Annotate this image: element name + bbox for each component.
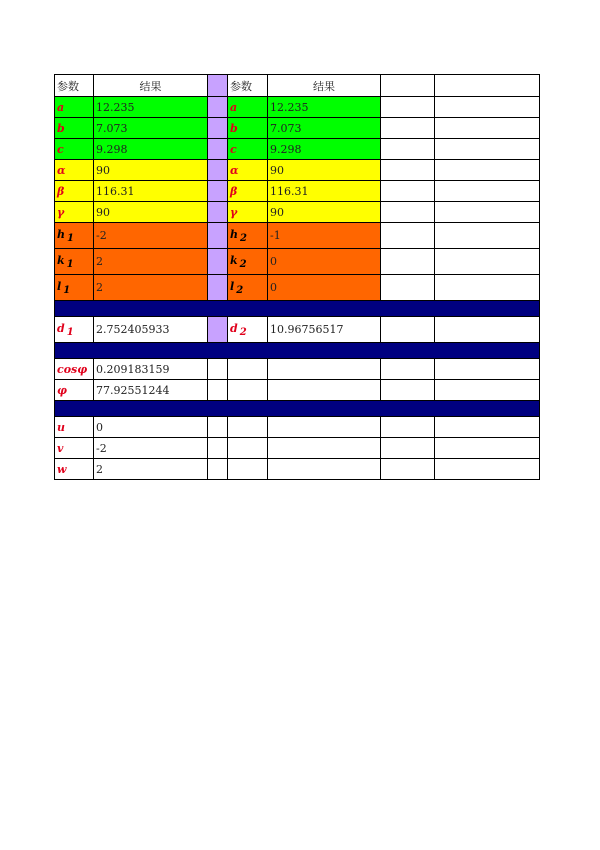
- param-h-2[interactable]: [228, 223, 268, 249]
- param-l-2[interactable]: [228, 275, 268, 301]
- empty-cell[interactable]: [435, 118, 540, 139]
- empty-cell[interactable]: [435, 275, 540, 301]
- row-v: [55, 438, 540, 459]
- param-l-1-letter: l: [57, 279, 62, 293]
- empty-cell[interactable]: [435, 160, 540, 181]
- param-a-1[interactable]: a: [55, 97, 94, 118]
- param-b-1[interactable]: b: [55, 118, 94, 139]
- empty-cell[interactable]: [381, 118, 435, 139]
- empty-cell[interactable]: [435, 181, 540, 202]
- param-gamma-2[interactable]: γ: [228, 202, 268, 223]
- separator-band: [55, 343, 540, 359]
- separator-cell[interactable]: [208, 139, 228, 160]
- empty-cell[interactable]: [381, 202, 435, 223]
- param-h-1-letter: h: [57, 227, 65, 241]
- empty-cell[interactable]: [435, 380, 540, 401]
- value-k-1[interactable]: 2: [94, 249, 208, 275]
- separator-cell[interactable]: [208, 160, 228, 181]
- value-h-2[interactable]: -1: [268, 223, 381, 249]
- empty-cell[interactable]: [435, 459, 540, 480]
- empty-cell[interactable]: [228, 438, 268, 459]
- value-a-2[interactable]: 12.235: [268, 97, 381, 118]
- empty-cell[interactable]: [381, 160, 435, 181]
- row-d: [55, 317, 540, 343]
- empty-cell[interactable]: [435, 75, 540, 97]
- value-beta-2[interactable]: 116.31: [268, 181, 381, 202]
- header-result-1[interactable]: 结果: [94, 75, 208, 97]
- empty-cell[interactable]: [228, 459, 268, 480]
- empty-cell[interactable]: [268, 417, 381, 438]
- value-a-1[interactable]: 12.235: [94, 97, 208, 118]
- header-row: [55, 75, 540, 97]
- param-v[interactable]: v: [55, 438, 94, 459]
- empty-cell[interactable]: [381, 249, 435, 275]
- empty-cell[interactable]: [208, 380, 228, 401]
- value-phi[interactable]: 77.92551244: [94, 380, 208, 401]
- empty-cell[interactable]: [228, 380, 268, 401]
- value-h-1[interactable]: -2: [94, 223, 208, 249]
- empty-cell[interactable]: [381, 459, 435, 480]
- param-alpha-2[interactable]: α: [228, 160, 268, 181]
- separator-cell[interactable]: [208, 275, 228, 301]
- row-cosphi: [55, 359, 540, 380]
- separator-cell[interactable]: [208, 223, 228, 249]
- param-cosphi[interactable]: cosφ: [55, 359, 94, 380]
- empty-cell[interactable]: [435, 438, 540, 459]
- value-b-2[interactable]: 7.073: [268, 118, 381, 139]
- empty-cell[interactable]: [381, 139, 435, 160]
- value-alpha-2[interactable]: 90: [268, 160, 381, 181]
- param-d-1-sub: 1: [66, 326, 74, 338]
- empty-cell[interactable]: [208, 359, 228, 380]
- param-k-1[interactable]: [55, 249, 94, 275]
- param-k-2[interactable]: [228, 249, 268, 275]
- separator-band-cell[interactable]: [55, 401, 540, 417]
- separator-cell[interactable]: [208, 202, 228, 223]
- param-d-2[interactable]: [228, 317, 268, 343]
- param-k-1-sub: 1: [66, 258, 74, 270]
- empty-cell[interactable]: [208, 417, 228, 438]
- param-phi[interactable]: φ: [55, 380, 94, 401]
- value-l-2[interactable]: 0: [268, 275, 381, 301]
- row-u: [55, 417, 540, 438]
- empty-cell[interactable]: [435, 223, 540, 249]
- empty-cell[interactable]: [381, 317, 435, 343]
- param-h-2-letter: h: [230, 227, 238, 241]
- param-d-2-letter: d: [230, 321, 238, 335]
- row-k: [55, 249, 540, 275]
- empty-cell[interactable]: [381, 417, 435, 438]
- value-b-1[interactable]: 7.073: [94, 118, 208, 139]
- param-l-1[interactable]: [55, 275, 94, 301]
- empty-cell[interactable]: [268, 438, 381, 459]
- value-alpha-1[interactable]: 90: [94, 160, 208, 181]
- row-b: [55, 118, 540, 139]
- row-phi: [55, 380, 540, 401]
- value-k-2[interactable]: 0: [268, 249, 381, 275]
- value-d-2[interactable]: 10.96756517: [268, 317, 381, 343]
- empty-cell[interactable]: [381, 223, 435, 249]
- spreadsheet-table: [54, 74, 540, 480]
- empty-cell[interactable]: [435, 97, 540, 118]
- param-u[interactable]: u: [55, 417, 94, 438]
- separator-cell[interactable]: [208, 249, 228, 275]
- separator-cell[interactable]: [208, 97, 228, 118]
- empty-cell[interactable]: [208, 459, 228, 480]
- separator-cell[interactable]: [208, 118, 228, 139]
- param-alpha-1[interactable]: α: [55, 160, 94, 181]
- param-d-2-sub: 2: [239, 326, 247, 338]
- param-k-2-letter: k: [230, 253, 238, 267]
- empty-cell[interactable]: [208, 438, 228, 459]
- empty-cell[interactable]: [268, 380, 381, 401]
- value-gamma-1[interactable]: 90: [94, 202, 208, 223]
- value-cosphi[interactable]: 0.209183159: [94, 359, 208, 380]
- param-b-2[interactable]: b: [228, 118, 268, 139]
- separator-band-cell[interactable]: [55, 343, 540, 359]
- value-gamma-2[interactable]: 90: [268, 202, 381, 223]
- param-c-2[interactable]: c: [228, 139, 268, 160]
- param-beta-2[interactable]: β: [228, 181, 268, 202]
- value-beta-1[interactable]: 116.31: [94, 181, 208, 202]
- param-d-1-letter: d: [57, 321, 65, 335]
- empty-cell[interactable]: [381, 97, 435, 118]
- row-l: [55, 275, 540, 301]
- empty-cell[interactable]: [435, 317, 540, 343]
- param-d-1[interactable]: [55, 317, 94, 343]
- row-gamma: [55, 202, 540, 223]
- param-h-1[interactable]: [55, 223, 94, 249]
- param-l-2-letter: l: [230, 279, 235, 293]
- separator-cell[interactable]: [208, 317, 228, 343]
- param-h-2-sub: 2: [240, 232, 247, 244]
- value-u[interactable]: 0: [94, 417, 208, 438]
- empty-cell[interactable]: [435, 249, 540, 275]
- empty-cell[interactable]: [381, 181, 435, 202]
- empty-cell[interactable]: [435, 417, 540, 438]
- empty-cell[interactable]: [381, 359, 435, 380]
- value-d-1[interactable]: 2.752405933: [94, 317, 208, 343]
- param-k-1-letter: k: [57, 253, 65, 267]
- empty-cell[interactable]: [381, 275, 435, 301]
- header-param-2[interactable]: 参数: [228, 75, 268, 97]
- separator-band: [55, 401, 540, 417]
- header-result-2[interactable]: 结果: [268, 75, 381, 97]
- row-a: [55, 97, 540, 118]
- empty-cell[interactable]: [228, 417, 268, 438]
- value-w[interactable]: 2: [94, 459, 208, 480]
- empty-cell[interactable]: [268, 459, 381, 480]
- row-alpha: [55, 160, 540, 181]
- empty-cell[interactable]: [435, 139, 540, 160]
- value-c-2[interactable]: 9.298: [268, 139, 381, 160]
- param-a-2[interactable]: a: [228, 97, 268, 118]
- separator-band: [55, 301, 540, 317]
- value-c-1[interactable]: 9.298: [94, 139, 208, 160]
- param-l-1-sub: 1: [63, 284, 71, 296]
- empty-cell[interactable]: [435, 202, 540, 223]
- empty-cell[interactable]: [435, 359, 540, 380]
- empty-cell[interactable]: [228, 359, 268, 380]
- param-l-2-sub: 2: [236, 284, 244, 296]
- param-gamma-1[interactable]: γ: [55, 202, 94, 223]
- separator-band-cell[interactable]: [55, 301, 540, 317]
- row-h: [55, 223, 540, 249]
- row-beta: [55, 181, 540, 202]
- param-h-1-sub: 1: [67, 232, 74, 244]
- separator-cell[interactable]: [208, 181, 228, 202]
- row-c: [55, 139, 540, 160]
- param-k-2-sub: 2: [239, 258, 247, 270]
- param-c-1[interactable]: c: [55, 139, 94, 160]
- header-param-1[interactable]: 参数: [55, 75, 94, 97]
- empty-cell[interactable]: [381, 75, 435, 97]
- empty-cell[interactable]: [381, 380, 435, 401]
- row-w: [55, 459, 540, 480]
- value-l-1[interactable]: 2: [94, 275, 208, 301]
- separator-cell[interactable]: [208, 75, 228, 97]
- param-w[interactable]: w: [55, 459, 94, 480]
- value-v[interactable]: -2: [94, 438, 208, 459]
- param-beta-1[interactable]: β: [55, 181, 94, 202]
- empty-cell[interactable]: [268, 359, 381, 380]
- empty-cell[interactable]: [381, 438, 435, 459]
